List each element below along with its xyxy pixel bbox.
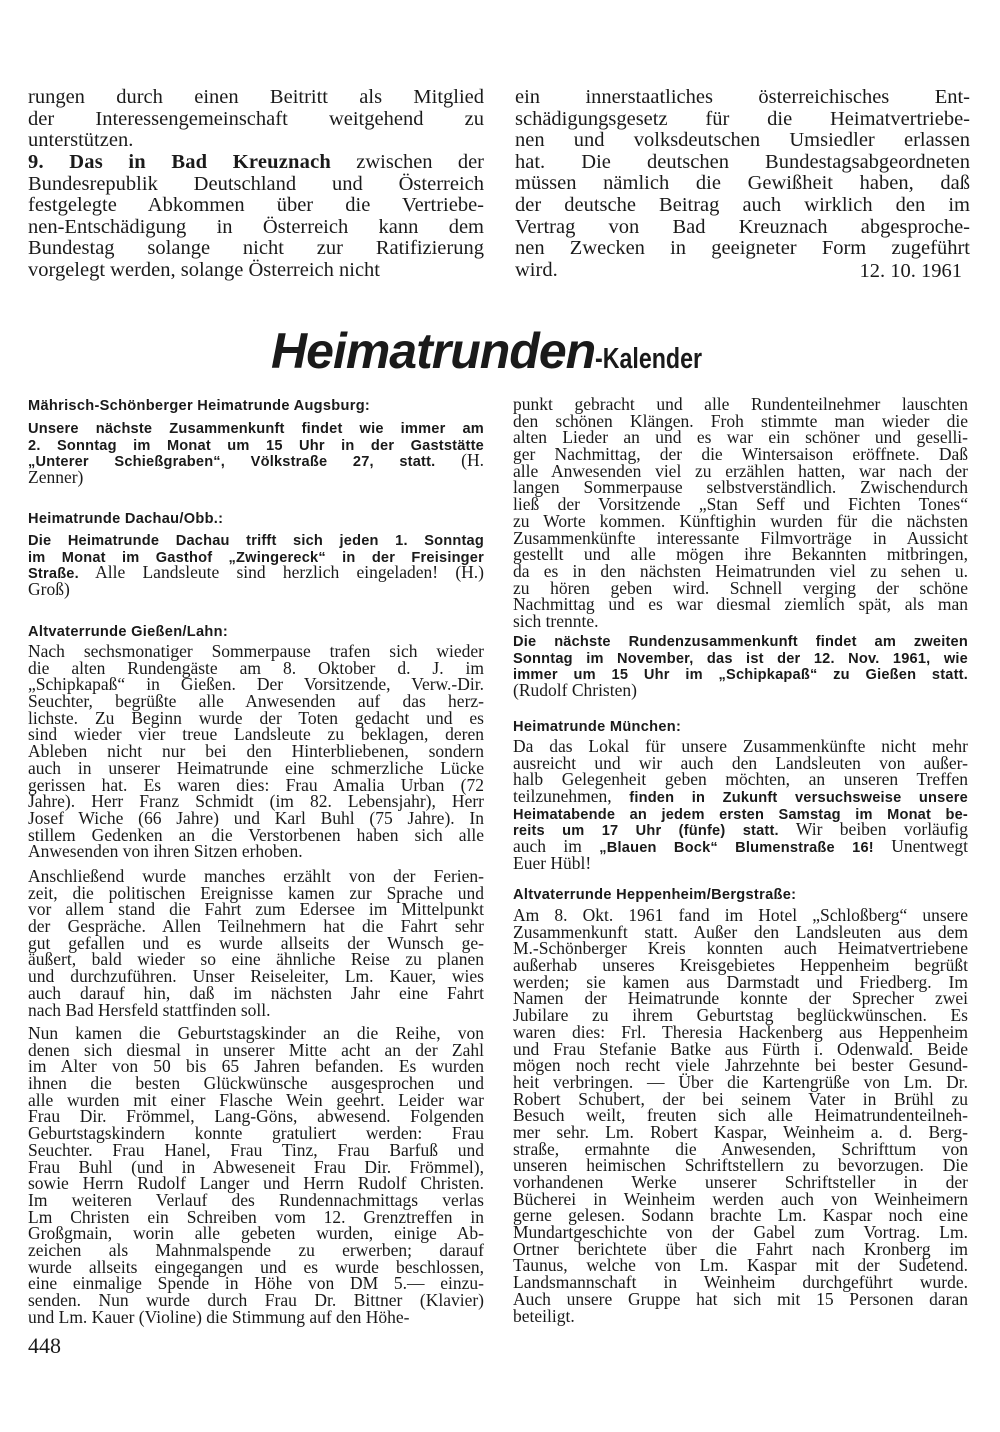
text-line: Josef Wiche (66 Jahre) und Karl Buhl (75 Jahre). In [28, 807, 484, 828]
text-line: Nun kamen die Geburtstagskinder an die Reihe, von [28, 1023, 484, 1043]
text-line: nen und volksdeutschen Umsiedler erlassen [515, 129, 970, 152]
text-line: Frau Dir. Frömmel, Lang-Göns, abwesend. Folgenden [28, 1106, 484, 1127]
text-line [28, 419, 484, 436]
text-line: und Frau Stefanie Batke aus Fürth i. Odenwald. Beide [513, 1038, 968, 1059]
text-line: Seuchter, begrüßte alle Anwesenden auf das herz- [28, 691, 484, 712]
bold-text-run: 2. Sonntag im Monat um 15 Uhr in der Gaststätte [28, 437, 484, 454]
lower-right-column [513, 0, 968, 1432]
text-line: ließ der Vorsitzende „Stan Seff und Fichten Tones“ [513, 494, 968, 515]
bold-text-run: Heimatabende an jedem ersten Samstag im Monat be- [513, 806, 968, 823]
text-line: M.-Schönberger Kreis konnten auch Heimatvertriebene [513, 938, 968, 959]
text-line: Großgmain, worin alle gebeten wurden, einige Ab- [28, 1223, 484, 1244]
text-line: unseren heimischen Schriftstellern zu bevorzugen. Die [513, 1155, 968, 1176]
text-line: Nach sechsmonatiger Sommerpause trafen sich wieder [28, 641, 484, 661]
section-title-main: Heimatrunden [271, 323, 596, 379]
text-line: Seuchter. Frau Hanel, Frau Tinz, Frau Barfuß und [28, 1139, 484, 1160]
text-line: nen-Entschädigung in Österreich kann dem [28, 215, 484, 238]
text-run: Alle Landsleute sind herzlich eingeladen! (H.) [78, 562, 484, 583]
text-line: Vertrag von Bad Kreuznach abgesproche- [515, 215, 970, 238]
text-line: Im weiteren Verlauf des Rundennachmittags verlas [28, 1189, 484, 1210]
text-line: Euer Hübl! [513, 852, 592, 873]
text-line: nach Bad Hersfeld stattfinden soll. [28, 999, 271, 1020]
text-run: Unentwegt [873, 836, 968, 857]
text-line: und Lm. Kauer (Violine) die Stimmung auf den Höhe- [28, 1306, 410, 1327]
paragraph [28, 868, 484, 1018]
text-line: alle Anwesenden viel zu erzählen hatten, war nach der [513, 460, 968, 481]
paragraph [513, 632, 968, 699]
text-line: gestellt und alle mögen ihre Bekannten mitbringen, [513, 544, 968, 565]
text-line: halb Gelegenheit geben möchten, an unseren Treffen [513, 769, 968, 790]
text-line: Ableben nicht nur bei den Hinterbliebenen, sondern [28, 741, 484, 762]
text-line: äußert, bald wieder so eine ähnliche Reise zu planen [28, 949, 484, 970]
text-line: Jubilare zu ihrem Geburtstag beglückwünschen. Es [513, 1005, 968, 1026]
text-line: alten Lieder an und es war ein schöner und geselli- [513, 427, 968, 448]
text-line: auch in unserer Heimatrunde eine schmerzliche Lücke [28, 757, 484, 778]
text-line: sich trennte. [513, 610, 599, 631]
text-line: die alten Rundengäste am 8. Oktober d. J. im [28, 657, 484, 678]
bold-text-run: 9. Das in Bad Kreuznach [28, 151, 331, 173]
text-line: ihnen die besten Glückwünsche ausgesprochen und [28, 1073, 484, 1094]
text-line: Bundestag solange nicht zur Ratifizierung [28, 237, 484, 260]
text-line: festgelegte Abkommen über die Vertriebe- [28, 194, 484, 217]
text-line: Groß) [28, 579, 70, 600]
text-line: „Schipkapaß“ in Gießen. Der Vorsitzende, Verw.-Dir. [28, 674, 484, 695]
text-line: Bücherei in Weinheim werden auch von Weinheimern [513, 1188, 968, 1209]
text-line: ger Nachmittag, der die Wintersaison eröffnete. Daß [513, 444, 968, 465]
text-line: hat. Die deutschen Bundestagsabgeordneten [515, 150, 970, 173]
text-line: (Rudolf Christen) [513, 680, 637, 701]
text-line: senden. Nun wurde durch Frau Dr. Bittner (Klavier) [28, 1290, 484, 1310]
text-line: alle wurden mit einer Flasche Wein geehrt. Leider war [28, 1089, 484, 1110]
section-heading: Altvaterrunde Heppenheim/Bergstraße: [513, 887, 797, 903]
text-line: Frau Buhl (und in Abweseneit Frau Dir. Frömmel), [28, 1156, 484, 1177]
bold-text-run: „Blauen Bock“ Blumenstraße 16! [599, 840, 874, 857]
text-line: ein innerstaatliches österreichisches Ent- [515, 86, 970, 108]
text-line: Anwesenden von ihren Sitzen erhoben. [28, 841, 303, 862]
text-line: der Gespräche. Allen Teilnehmern hat die Fahrt sehr [28, 916, 484, 937]
text-line: rungen durch einen Beitritt als Mitglied [28, 86, 484, 108]
text-line: stillem Gedenken an die Verstorbenen haben sich alle [28, 824, 484, 845]
text-line: Da das Lokal für unsere Zusammenkünfte nicht mehr [513, 736, 968, 756]
bold-text-run: „Unterer Schießgraben“, Völkstraße 27, statt. [28, 454, 436, 471]
text-line: gerissen hat. Es waren dies: Frau Amalia Urban (72 [28, 774, 484, 795]
text-line: auch darauf hin, daß im nächsten Jahr eine Fahrt [28, 982, 484, 1003]
text-line: Taunus, welche von Lm. Kaspar mit der Sudetend. [513, 1255, 968, 1276]
text-line: Landsmannschaft in Weinheim durchgeführt wurde. [513, 1272, 968, 1293]
text-line: Am 8. Okt. 1961 fand im Hotel „Schloßberg“ unsere [513, 905, 968, 925]
text-line: lichste. Zu Beginn wurde der Toten gedacht und es [28, 707, 484, 728]
text-line: vorgelegt werden, solange Österreich nicht [28, 258, 380, 281]
text-line: zu hören geben wird. Schnell verging der schöne [513, 577, 968, 598]
text-line: und durchzuführen. Unser Reiseleiter, Lm. Kauer, wies [28, 966, 484, 987]
text-line: vorhandenen Werke unserer Schriftsteller in der [513, 1172, 968, 1192]
paragraph [513, 738, 968, 872]
section-title-suffix: -Kalender [595, 343, 703, 375]
text-line: Zusammenkünfte interessante Filmvorträge in Aussicht [513, 527, 968, 548]
paragraph [28, 531, 484, 598]
text-line: Robert Schubert, der bei seinem Vater in Brühl zu [513, 1088, 968, 1109]
text-run: Wir beiben vorläufig [778, 819, 969, 840]
text-run: auch im [513, 836, 600, 857]
text-line: der Interessengemeinschaft weitgehend zu [28, 107, 484, 130]
bold-text-run: finden in Zukunft versuchsweise unsere [629, 790, 968, 807]
text-line: unterstützen. [28, 129, 134, 152]
bold-text-run: Unsere nächste Zusammenkunft findet wie immer am [28, 421, 484, 437]
text-line: sowie Herrn Rudolf Langer und Herrn Rudolf Christen. [28, 1173, 484, 1194]
text-line: Jahre). Herr Franz Schmidt (im 82. Lebensjahr), Herr [28, 791, 484, 812]
text-line: wird. [515, 258, 558, 281]
article-date: 12. 10. 1961 [859, 260, 962, 283]
text-line: mögen noch recht viele Jahrzehnte bei bester Gesund- [513, 1055, 968, 1076]
text-line: Geburtstagskindern konnte gratuliert werden: Frau [28, 1123, 484, 1144]
text-run: (H. [435, 450, 484, 471]
text-line: nen Zwecken in geeigneter Form zugeführt [515, 237, 970, 260]
text-line: außerhab unseres Kreisgebietes Heppenheim begrüßt [513, 955, 968, 976]
text-line: Anschließend wurde manches erzählt von der Ferien- [28, 866, 484, 886]
text-line: Nachmittag und es war diesmal ziemlich spät, als man [513, 594, 968, 615]
text-line: Mundartgeschichte von der Gabel zum Vortrag. Lm. [513, 1222, 968, 1243]
text-line: Lm Christen ein Schreiben vom 12. Grenztreffen in [28, 1206, 484, 1227]
text-line: Besuch weilt, freuten sich alle Heimatrundenteilneh- [513, 1105, 968, 1126]
section-heading: Altvaterrunde Gießen/Lahn: [28, 624, 228, 640]
text-line: Zusammenkunft statt. Außer den Landsleuten aus dem [513, 921, 968, 942]
text-line [28, 531, 484, 548]
paragraph [28, 643, 484, 860]
text-line: da es in den nächsten Heimatrunden viel zu sehen u. [513, 560, 968, 581]
text-line: zu Worte kommen. Künftighin wurden für die nächsten [513, 510, 968, 531]
text-line: mer sehr. Lm. Robert Kaspar, Weinheim a. d. Berg- [513, 1121, 968, 1142]
paragraph [513, 396, 968, 630]
text-line: den schönen Klängen. Froh stimmte man wieder die [513, 410, 968, 431]
text-line: Bundesrepublik Deutschland und Österreich [28, 172, 484, 195]
text-line: eine einmalige Spende in Höhe von DM 5.— einzu- [28, 1273, 484, 1294]
text-line [28, 564, 484, 581]
text-line: im Alter von 50 bis 65 Jahren befanden. Es wurden [28, 1056, 484, 1077]
text-line: punkt gebracht und alle Rundenteilnehmer lauschten [513, 394, 968, 414]
text-line: sind wieder vier treue Landsleute zu beklagen, deren [28, 724, 484, 745]
text-line [513, 788, 968, 805]
bold-text-run: im Monat im Gasthof „Zwingereck“ in der Freisinger [28, 549, 484, 566]
text-line: Auch unsere Gruppe hat sich mit 15 Personen daran [513, 1288, 968, 1309]
paragraph [28, 1025, 484, 1325]
text-line: heit verbringen. — Über die Kartengrüße von Lm. Dr. [513, 1071, 968, 1092]
bold-text-run: immer um 15 Uhr im „Schipkapaß“ zu Gießen statt. [513, 667, 968, 684]
paragraph [28, 419, 484, 486]
text-line: zeit, die politischen Ereignisse kamen zur Sprache und [28, 882, 484, 903]
bold-text-run: Sonntag im November, das ist der 12. Nov. 1961, wie [513, 650, 968, 667]
text-line: vor allem stand die Fahrt zum Edersee im Mittelpunkt [28, 899, 484, 920]
text-line: zeichen als Mahnmalspende zu erwerben; darauf [28, 1239, 484, 1260]
bold-text-run: Straße. [28, 566, 79, 583]
text-line: wurde allseits eingegangen und es wurde beschlossen, [28, 1256, 484, 1277]
text-line: der deutsche Beitrag auch wirklich den im [515, 193, 970, 216]
text-line: beteiligt. [513, 1305, 575, 1326]
text-line: Zenner) [28, 467, 84, 488]
text-run: teilzunehmen, [513, 786, 630, 807]
bold-text-run: reits um 17 Uhr (fünfe) statt. [513, 823, 779, 840]
text-line [28, 452, 484, 469]
section-heading: Mährisch-Schönberger Heimatrunde Augsburg: [28, 398, 371, 414]
text-line: Namen der Heimatrunde konnte der Sprecher zwei [513, 988, 968, 1009]
text-line: gut gefallen und es wurde allseits der Wunsch ge- [28, 932, 484, 953]
text-line: denen sich diesmal in unserer Mitte acht an der Zahl [28, 1039, 484, 1060]
text-run: zwischen der [330, 151, 484, 173]
text-line: schädigungsgesetz für die Heimatvertriebe- [515, 107, 970, 130]
text-line: gerne gelesen. Sodann brachte Lm. Kaspar noch eine [513, 1205, 968, 1226]
text-line [513, 649, 968, 666]
text-line: waren dies: Frl. Theresia Hackenberg aus Heppenheim [513, 1021, 968, 1042]
bold-text-run: Die Heimatrunde Dachau trifft sich jeden 1. Sonntag [28, 533, 484, 549]
text-line: werden; sie kamen aus Darmstadt und Friedberg. Im [513, 971, 968, 992]
paragraph [513, 907, 968, 1324]
text-line [28, 436, 484, 453]
bold-text-run: Die nächste Rundenzusammenkunft findet am zweiten [513, 634, 968, 650]
text-line [513, 632, 968, 649]
text-line: ausreicht und wir auch den Landsleuten von außer- [513, 752, 968, 773]
lower-left-column [28, 0, 484, 1432]
section-heading: Heimatrunde München: [513, 719, 682, 735]
text-line: langen Sommerpause selbstverständlich. Zwischendurch [513, 477, 968, 498]
text-line: straße, ermahnte die Anwesenden, Schrifttum von [513, 1138, 968, 1159]
page-number: 448 [28, 1333, 61, 1358]
text-line: müssen nämlich die Gewißheit haben, daß [515, 172, 970, 195]
text-line: Ortner berichtete über die Fahrt nach Kronberg im [513, 1238, 968, 1259]
section-heading: Heimatrunde Dachau/Obb.: [28, 511, 224, 527]
